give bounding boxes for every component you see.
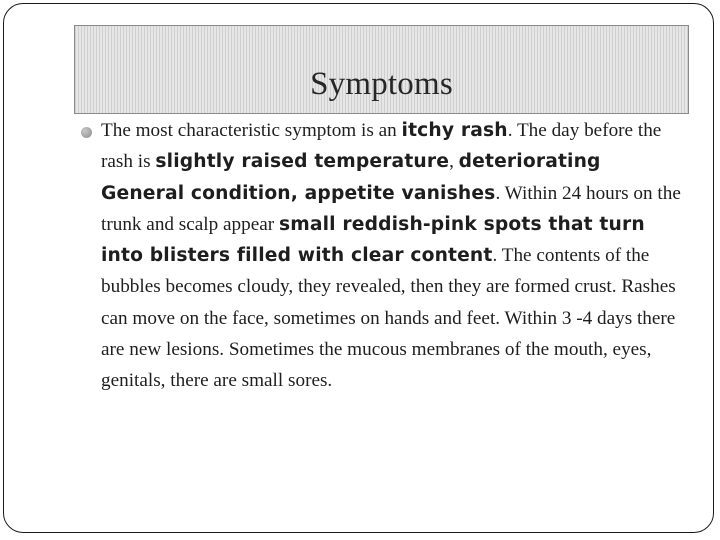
slide-title: Symptoms — [310, 66, 453, 102]
body-paragraph — [101, 115, 686, 397]
emphasized-text: itchy rash — [401, 120, 508, 141]
body-text-run: . The contents of the bubbles becomes cloudy, they revealed, then they are formed crust. Rashes can move on the face, sometimes on hands and feet. Within 3 -4 days there are new lesions. Sometimes the mucous membranes of the mouth, eyes, genitals, there are small sores. — [101, 245, 676, 392]
emphasized-text: slightly raised temperature — [155, 151, 450, 173]
title-bar — [74, 25, 689, 114]
body-text-run: , — [449, 151, 459, 173]
body-text-run: . Within 24 hours on the trunk and scalp appear — [101, 182, 681, 235]
body-text-run: . The day before the rash is — [101, 120, 662, 173]
emphasized-text: small reddish-pink spots that turn into blisters filled with clear content — [101, 213, 645, 267]
bullet-dot-icon — [81, 127, 92, 138]
body-text-run: The most characteristic symptom is an — [101, 120, 402, 141]
emphasized-text: deteriorating General condition, appetite vanishes — [101, 151, 601, 204]
